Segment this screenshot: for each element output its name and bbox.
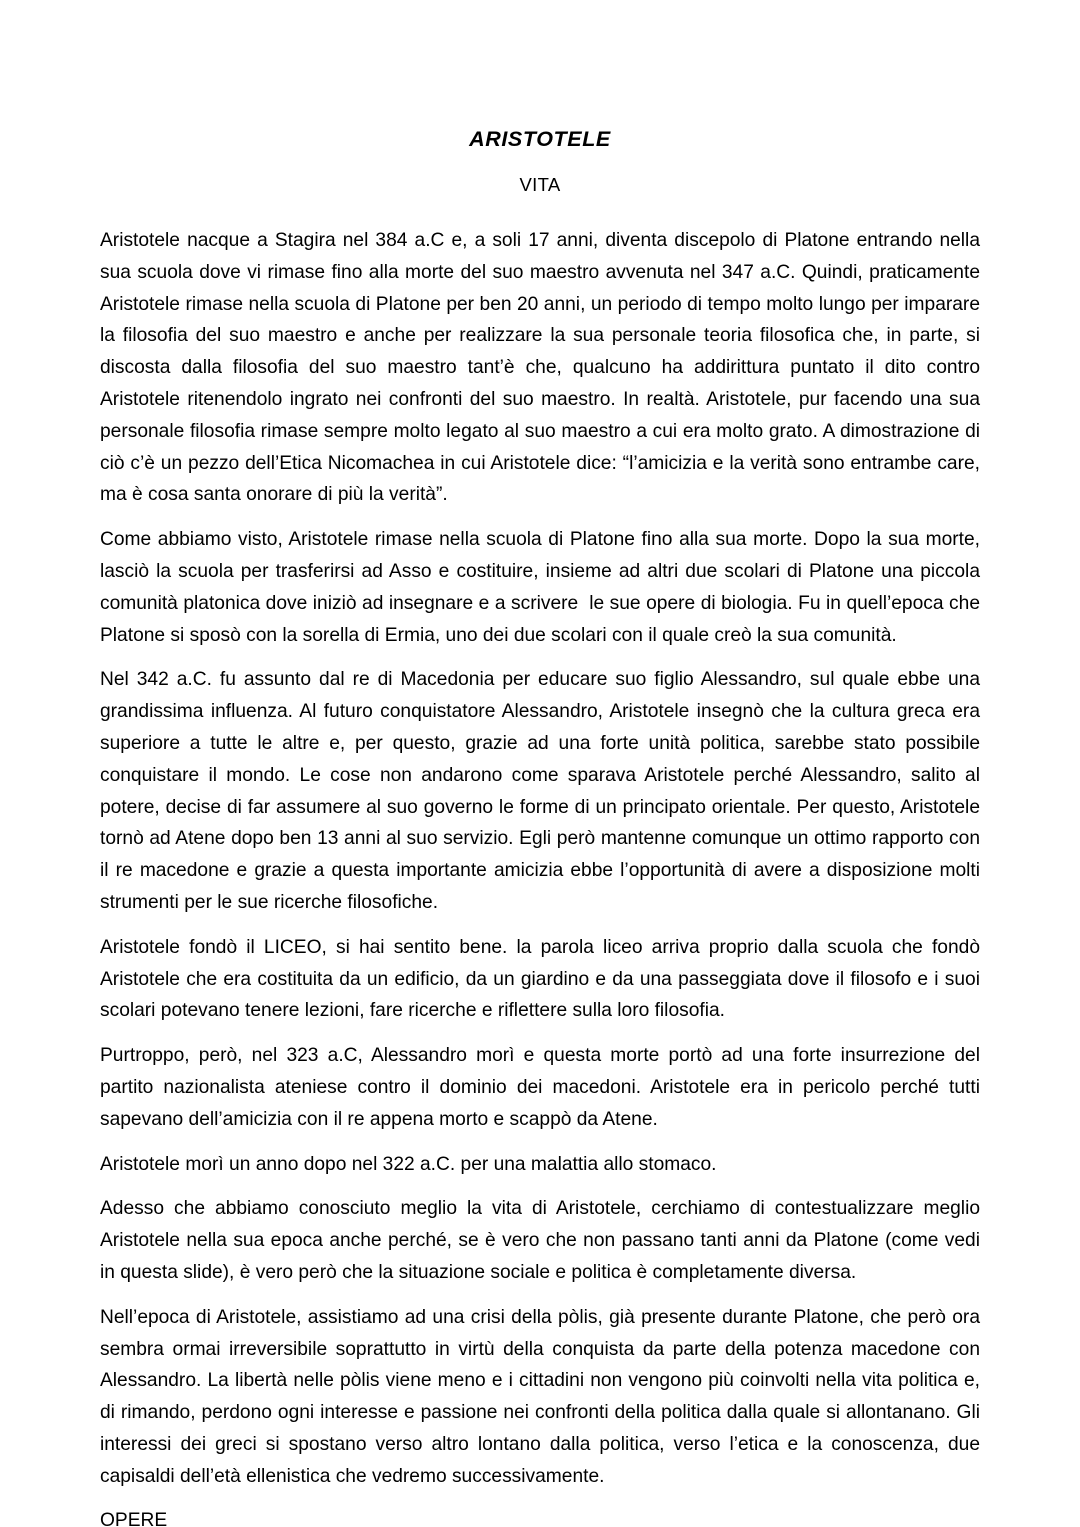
section-subtitle-vita: VITA xyxy=(519,173,561,195)
body-paragraph: Aristotele nacque a Stagira nel 384 a.C e, a soli 17 anni, diventa discepolo di Platone entrando nella sua scuola dove vi rimase fino alla morte del suo maestro avvenuta nel 347 a.C. Quindi, praticamente Aristotele rimase nella scuola di Platone per ben 20 anni, un periodo di tempo molto lungo per imparare la filosofia del suo maestro e anche per realizzare la sua personale teoria filosofica che, in parte, si discosta dalla filosofia del suo maestro tant’è che, qualcuno ha addirittura puntato il dito contro Aristotele ritenendolo ingrato nei confronti del suo maestro. In realtà. Aristotele, pur facendo una sua personale filosofia rimase sempre molto legato al suo maestro a cui era molto grato. A dimostrazione di ciò c’è un pezzo dell’Etica Nicomachea in cui Aristotele dice: “l’amicizia e la verità sono entrambe care, ma è cosa santa onorare di più la verità”. xyxy=(100,230,986,506)
body-paragraph: Aristotele morì un anno dopo nel 322 a.C. per una malattia allo stomaco. xyxy=(100,1153,717,1175)
body-paragraph: Come abbiamo visto, Aristotele rimase nella scuola di Platone fino alla sua morte. Dopo la sua morte, lasciò la scuola per trasferirsi ad Asso e costituire, insieme ad altri due scolari di Platone una piccola comunità platonica dove iniziò ad insegnare e a scrivere le sue opere di biologia. Fu in quell’epoca che Platone si sposò con la sorella di Ermia, uno dei due scolari con il quale creò la sua comunità. xyxy=(100,529,986,646)
body-paragraph: Nell’epoca di Aristotele, assistiamo ad una crisi della pòlis, già presente durante Platone, che però ora sembra ormai irreversibile soprattutto in virtù della conquista da parte della potenza macedone con Alessandro. La libertà nelle pòlis viene meno e i cittadini non vengono più coinvolti nella vita politica e, di rimando, perdono ogni interesse e passione nei confronti della politica dalla quale si allontanano. Gli interessi dei greci si spostano verso altro lontano dalla politica, verso l’etica e la conoscenza, due capisaldi dell’età ellenistica che vedremo successivamente. xyxy=(100,1306,986,1487)
body-paragraph: Aristotele fondò il LICEO, si hai sentito bene. la parola liceo arriva proprio dalla scuola che fondò Aristotele che era costituita da un edificio, da un giardino e da una passeggiata dove il filosofo e i suoi scolari potevano tenere lezioni, fare ricerche e riflettere sulla loro filosofia. xyxy=(100,936,986,1022)
body-paragraph: Purtroppo, però, nel 323 a.C, Alessandro morì e questa morte portò ad una forte insurrezione del partito nazionalista ateniese contro il dominio dei macedoni. Aristotele era in pericolo perché tutti sapevano dell’amicizia con il re appena morto e scappò da Atene. xyxy=(100,1045,986,1130)
page-title: ARISTOTELE xyxy=(469,127,611,151)
body-paragraph: Nel 342 a.C. fu assunto dal re di Macedonia per educare suo figlio Alessandro, sul quale ebbe una grandissima influenza. Al futuro conquistatore Alessandro, Aristotele insegnò che la cultura greca era superiore a tutte le altre e, per questo, grazie ad una forte unità politica, sarebbe stato possibile conquistare il mondo. Le cose non andarono come sparava Aristotele perché Alessandro, salito al potere, decise di far assumere al suo governo le forme di un principato orientale. Per questo, Aristotele tornò ad Atene dopo ben 13 anni al suo servizio. Egli però mantenne comunque un ottimo rapporto con il re macedone e grazie a questa importante amicizia ebbe l’opportunità di avere a disposizione molti strumenti per le sue ricerche filosofiche. xyxy=(100,669,986,913)
document-content-column xyxy=(100,0,986,1527)
body-paragraph: Adesso che abbiamo conosciuto meglio la vita di Aristotele, cerchiamo di contestualizzare meglio Aristotele nella sua epoca anche perché, se è vero che non passano tanti anni da Platone (come vedi in questa slide), è vero però che la situazione sociale e politica è completamente diversa. xyxy=(100,1198,986,1283)
section-heading-opere: OPERE xyxy=(100,1510,168,1527)
